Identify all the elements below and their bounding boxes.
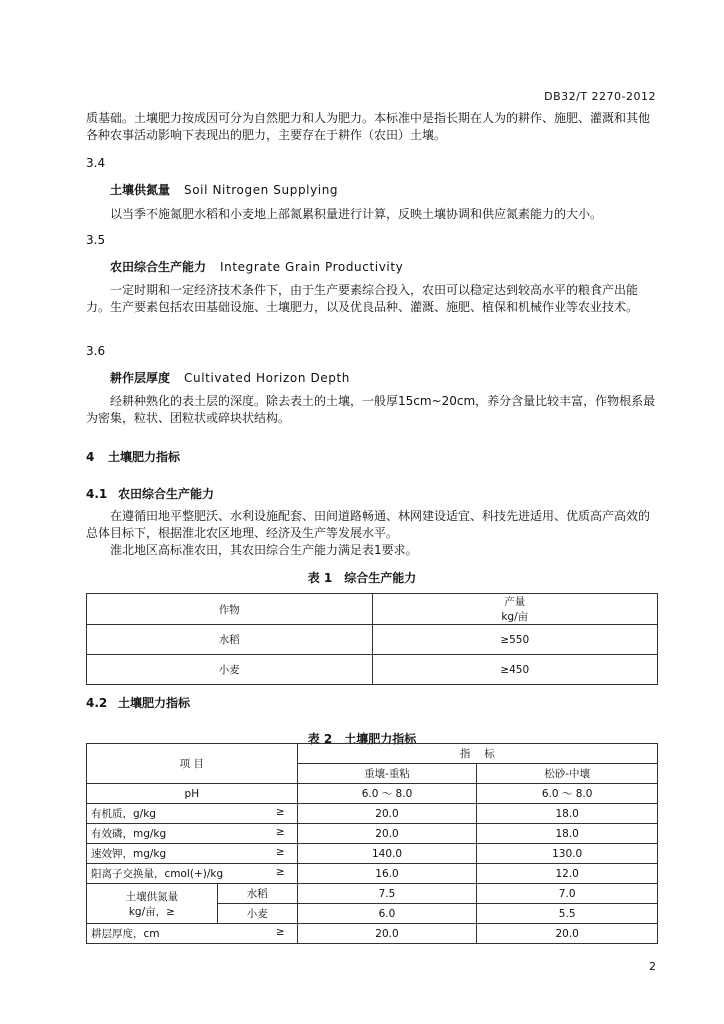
term-cn: 农田综合生产能力 <box>110 260 207 274</box>
header-line: 产量 <box>504 596 526 608</box>
row-label-cell <box>87 924 298 944</box>
table-row <box>87 844 658 864</box>
term-heading <box>110 258 403 275</box>
operator: ≥ <box>275 866 285 878</box>
row-label: 有机质，g/kg <box>91 808 156 820</box>
table-row <box>87 924 658 944</box>
header-cell: 松砂-中壤 <box>477 764 658 784</box>
row-label-cell <box>87 804 298 824</box>
section-paragraph: 淮北地区高标准农田，其农田综合生产能力满足表1要求。 <box>110 543 418 557</box>
section-title: 农田综合生产能力 <box>118 487 215 501</box>
table-cell: 18.0 <box>477 824 658 844</box>
term-definition: 经耕种熟化的表土层的深度。除去表土的土壤，一般厚15cm~20cm，养分含量比较丰富，作物根系最为密集，粒状、团粒状或碎块状结构。 <box>86 394 656 425</box>
table-cell: 小麦 <box>87 655 373 685</box>
term-definition: 一定时期和一定经济技术条件下，由于生产要素综合投入，农田可以稳定达到较高水平的粮食产出能力。生产要素包括农田基础设施、土壤肥力，以及优良品种、灌溉、施肥、植保和机械作业等农业技术。 <box>86 283 639 314</box>
table-cell: pH <box>87 784 298 804</box>
term-heading <box>110 181 338 198</box>
section-paragraph: 在遵循田地平整肥沃、水利设施配套、田间道路畅通、林网建设适宜、科技先进适用、优质高产高效的总体目标下，根据淮北农区地理、经济及生产等发展水平。 <box>86 509 651 540</box>
term-en: Cultivated Horizon Depth <box>184 371 350 385</box>
row-label: 阳离子交换量，cmol(+)/kg <box>91 868 224 880</box>
operator: ≥ <box>275 926 285 938</box>
header-line: kg/亩 <box>501 611 529 623</box>
table-cell: 5.5 <box>477 904 658 924</box>
table1-caption: 表 1 综合生产能力 <box>307 571 417 585</box>
doc-code: DB32/T 2270-2012 <box>544 90 656 103</box>
table-cell: 7.5 <box>297 884 477 904</box>
row-label: 耕层厚度，cm <box>91 928 160 940</box>
term-en: Soil Nitrogen Supplying <box>184 183 339 197</box>
header-cell: 作物 <box>87 594 373 625</box>
table-row <box>87 824 658 844</box>
chapter-number: 4 <box>86 450 95 464</box>
section-number: 3.5 <box>86 233 106 247</box>
term-cn: 土壤供氮量 <box>110 183 171 197</box>
header-cell: 指 标 <box>297 744 657 764</box>
row-label: 有效磷，mg/kg <box>91 828 167 840</box>
table-cell: 20.0 <box>297 804 477 824</box>
term-en: Integrate Grain Productivity <box>220 260 404 274</box>
row-label: 速效钾，mg/kg <box>91 848 167 860</box>
row-label-cell <box>87 864 298 884</box>
section-number: 4.2 <box>86 696 108 710</box>
section-heading <box>86 485 214 502</box>
table-cell: 20.0 <box>477 924 658 944</box>
operator: ≥ <box>275 846 285 858</box>
sub-label-cell: 小麦 <box>217 904 297 924</box>
row-label-cell <box>87 844 298 864</box>
table-header-row <box>87 594 658 625</box>
page-number: 2 <box>649 960 656 973</box>
header-cell <box>372 594 658 625</box>
table-row <box>87 804 658 824</box>
table-cell: 140.0 <box>297 844 477 864</box>
table-cell: 6.0 ～ 8.0 <box>297 784 477 804</box>
section-number: 3.4 <box>86 156 106 170</box>
operator: ≥ <box>275 806 285 818</box>
chapter-title: 土壤肥力指标 <box>108 450 181 464</box>
table-cell: 130.0 <box>477 844 658 864</box>
section-number: 4.1 <box>86 487 108 501</box>
term-cn: 耕作层厚度 <box>110 371 171 385</box>
table-2 <box>86 743 658 944</box>
table-cell: 20.0 <box>297 924 477 944</box>
table-cell: 20.0 <box>297 824 477 844</box>
table-1 <box>86 593 658 685</box>
sub-label-cell: 水稻 <box>217 884 297 904</box>
row-label: 土壤供氮量 <box>125 890 179 903</box>
table-cell: 18.0 <box>477 804 658 824</box>
table-row <box>87 864 658 884</box>
section-heading <box>86 694 190 711</box>
header-cell: 项 目 <box>87 744 298 784</box>
section-number: 3.6 <box>86 344 106 358</box>
header-cell: 重壤-重粘 <box>297 764 477 784</box>
table-cell: 12.0 <box>477 864 658 884</box>
table-row <box>87 625 658 655</box>
table-cell: ≥450 <box>372 655 658 685</box>
term-definition: 以当季不施氮肥水稻和小麦地上部氮累积量进行计算，反映土壤协调和供应氮素能力的大小。 <box>110 207 603 221</box>
table-row <box>87 784 658 804</box>
row-label-cell <box>87 824 298 844</box>
term-heading <box>110 369 350 386</box>
row-label-cell <box>87 884 218 924</box>
table-cell: 6.0 <box>297 904 477 924</box>
intro-paragraph: 质基础。土壤肥力按成因可分为自然肥力和人为肥力。本标准中是指长期在人为的耕作、施肥、灌溉和其他各种农事活动影响下表现出的肥力，主要存在于耕作（农田）土壤。 <box>86 111 651 142</box>
section-title: 土壤肥力指标 <box>118 696 191 710</box>
table-header-row <box>87 744 658 764</box>
table-cell: 7.0 <box>477 884 658 904</box>
table-cell: 16.0 <box>297 864 477 884</box>
row-label-unit: kg/亩，≥ <box>128 905 175 918</box>
chapter-heading <box>86 448 180 465</box>
table-row <box>87 655 658 685</box>
table-cell: 6.0 ～ 8.0 <box>477 784 658 804</box>
operator: ≥ <box>275 826 285 838</box>
table-cell: 水稻 <box>87 625 373 655</box>
table2-caption: 表 2 土壤肥力指标 <box>307 732 417 746</box>
table-cell: ≥550 <box>372 625 658 655</box>
table-row <box>87 884 658 904</box>
